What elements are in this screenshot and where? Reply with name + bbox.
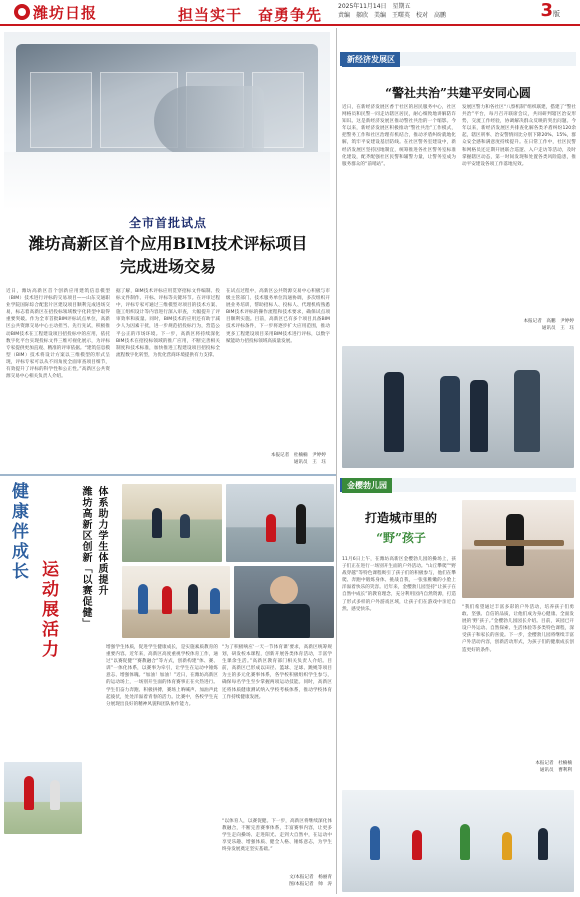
feature-body-col2: “为了积极响应‘一天一节体育课’要求，高新区统筹规划，研发校本课程，创新开展各类体育活动，丰富学生课余生活。”高新区教育部门相关负责人介绍。目前，高新区已形成以田径、篮球、足球、跳绳等项目为主的多元化赛事体系，各学校积极组织学生参与，确保每名学生至少掌握两项运动技能。同时，高新区还将体质健康测试纳入学校考核体系，推动学校体育工作持续健康发展。 [222, 645, 332, 700]
photo-student-portrait [234, 566, 334, 638]
feature-title-sports: 运动展活力 [38, 560, 58, 660]
hero-panel [30, 72, 92, 148]
right-top-byline: 本报记者 高鹏 尹婷婷 通讯员 王 珏 [523, 319, 574, 331]
feature-subtitle-2: 体系助力学生体质提升 [96, 486, 107, 596]
photo-figure [162, 586, 172, 614]
photo-figure [538, 828, 548, 860]
feature-subtitle-1: 潍坊高新区创新「以赛促健」 [80, 486, 91, 629]
hero-hand-graphic [154, 86, 264, 156]
right-bottom-headline-line2: “野”孩子 [376, 531, 426, 545]
photo-figure [258, 604, 310, 638]
photo-figure [412, 830, 422, 860]
logo-emblem-icon [14, 4, 30, 20]
photo-figure [24, 776, 34, 810]
section-tag-economy: 新经济发展区 [342, 52, 400, 67]
photo-figure [460, 824, 470, 860]
photo-figure [188, 584, 198, 614]
page-number-value: 3 [540, 0, 553, 21]
photo-relay-race [122, 566, 230, 638]
photo-figure [514, 370, 540, 452]
photo-figure [384, 372, 404, 452]
photo-figure [440, 376, 460, 452]
photo-face [270, 576, 298, 604]
right-bottom-byline: 本报记者 杜楠楠 通讯员 曹利利 [535, 761, 572, 773]
photo-police-community [342, 346, 574, 468]
right-bottom-body-col1: 11月6日上午，在潍坊高新区金樱勃儿园的操场上，孩子们正在进行一场别开生面的户外活动。“山丘攀爬”“野战穿越”等特色课程吸引了孩子们的积极参与，他们在攀爬、奔跑中锻炼身体、挑战自我，一张张稚嫩的小脸上洋溢着快乐的笑容。近年来，金樱勃儿园坚持“让孩子在自然中成长”的教育理念，充分利用园内自然资源，打造了形式多样的户外游戏区域，让孩子们在游戏中亲近自然、感受快乐。 [342, 557, 456, 612]
lead-headline [0, 232, 336, 278]
lead-headline-line2: 完成进场交易 [119, 257, 216, 276]
photo-basketball-court [226, 484, 334, 562]
feature-body-col1: 增强学生体质，促进学生健康成长，是实施素质教育的重要内容。近年来，高新区高度重视学校体育工作，通过“以赛促健”“赛教融合”等方式，创新构建“体、赛、训”一体化体系，以赛事为牵引，让学生在运动中锤炼意志、增强体魄。“加油！加油！”近日，在潍坊高新区的运动场上，一场别开生面的体育赛事正在火热进行。学生们奋力奔跑、积极拼搏，赛场上呐喊声、加油声此起彼伏，处处洋溢着青春的活力。比赛中，各校学生充分展现出良好的精神风貌和团队协作能力。 [106, 645, 218, 707]
editor-credits: 责编 郝欣 美编 王曙英 校对 高鹏 [338, 12, 447, 19]
section-divider [0, 474, 336, 476]
masthead [0, 0, 580, 26]
photo-figure [138, 584, 148, 614]
photo-figure [180, 514, 190, 538]
right-top-body-col2: 发展区警力和各社区“八察机制”组织联建，搭建了“警社共治”平台，每月召开联席会议，共同研判辖区治安形势，交流工作经验，协调解决群众反映的突出问题。今年以来，新经济发展区共排查化解各类矛盾纠纷120余起，辖区刑事、治安警情同比分别下降20%、15%，群众安全感和满意度持续提升。在日常工作中，社区民警和网格员还定期开展联合巡逻、入户走访等活动，及时掌握辖区动态，第一时间发现和处置各类风险隐患，推动平安建设各项工作落地见效。 [462, 105, 576, 167]
page-slogan: 担当实干 奋勇争先 [178, 6, 323, 24]
photo-kindergarten-activity [342, 790, 574, 892]
photo-figure [152, 508, 162, 538]
section-tag-kindergarten: 金樱勃儿园 [342, 478, 392, 493]
lead-body-col3: 在试点过程中，高新区公共资源交易中心积极与市级主管部门、技术服务单位沟通协调，多次组织开展业务培训，帮助招标人、投标人、代理机构熟悉BIM技术评标的操作流程和技术要求，确保试点项目顺利实施。目前，高新区已有多个项目具备BIM技术评标条件，下一步将逐步扩大应用范围，推动更多工程建设项目采用BIM技术进行评标，以数字赋能助力招投标领域高质量发展。 [226, 289, 330, 344]
issue-date: 2025年11月14日 星期五 [338, 3, 411, 10]
photo-bar [474, 540, 564, 546]
lead-headline-line1: 潍坊高新区首个应用BIM技术评标项目 [28, 234, 308, 253]
photo-figure [470, 380, 488, 452]
lead-body-col1: 近日，潍坊高新区首个创新应用建筑信息模型（BIM）技术进行评标的交易项目——山东交通职业学院国际综合配套片区建设项目顺利完成进场交易，标志着高新区在招投标领域数字化转型中取得重要突破。作为全市首批BIM评标试点单位，高新区公共资源交易中心主动担当、先行先试，积极推动BIM技术在工程建设项目招投标中的应用，依托数字化平台实现投标文件三维可视化展示，为评标专家提供更加直观、精准的评审依据。“建筑信息模型（BIM）技术将设计方案以三维模型的形式呈现，评标专家可以从不同角度全面审查项目细节，有效提升了评标的科学性和公正性。”高新区公共资源交易中心相关负责人介绍。 [6, 289, 110, 380]
photo-figure [50, 780, 60, 810]
photo-kids-climbing [462, 500, 574, 598]
photo-figure [370, 826, 380, 860]
photo-children-exercise [122, 484, 222, 562]
issue-meta [338, 2, 446, 20]
feature-byline: 文/本报记者 杨丽青 图/本报记者 帅 涛 [289, 875, 332, 887]
column-divider [336, 28, 337, 894]
feature-body-col3: “以体育人，以赛促健。下一步，高新区将继续深化体教融合，不断完善赛事体系，丰富赛事内容，让更多学生走向操场、走进阳光、走到大自然中，在运动中享受乐趣、增强体质、健全人格、锤炼意志，为学生终身发展奠定坚实基础。” [222, 819, 332, 853]
newspaper-logo [14, 2, 97, 22]
lead-body-col2: 据了解，BIM技术评标应用贯穿招标文件编制、投标文件制作、开标、评标等关键环节。在评审过程中，评标专家可通过三维模型对项目的技术方案、施工组织设计等内容进行深入审查，大幅提升了评审效率和质量。同时，BIM技术的应用还有助于减少人为因素干扰，进一步规范招投标行为，营造公平公正的市场环境。下一步，高新区将持续深化BIM技术在招投标领域的推广应用，不断完善相关制度和技术标准，加快推进工程建设项目招投标全流程数字化转型，为优化营商环境提供有力支撑。 [116, 289, 220, 358]
page-number-label: 版 [553, 10, 560, 18]
feature-title-health: 健康伴成长 [8, 482, 28, 582]
photo-figure [296, 504, 306, 544]
photo-figure [502, 832, 512, 860]
right-top-headline: “警社共治”共建平安同心圆 [385, 86, 531, 100]
page-number [540, 0, 560, 21]
photo-figure [210, 588, 220, 614]
photo-girls-running [4, 762, 82, 834]
right-bottom-body-col2: “我们希望通过丰富多彩的户外活动，培养孩子们勇敢、坚强、自信的品质，让他们成为身心健康、全面发展的‘野’孩子。”金樱勃儿园园长介绍。目前，该园已开设户外运动、自然探索、生活体验等多类特色课程，深受孩子和家长的喜爱。下一步，金樱勃儿园将继续丰富户外活动内容，创新活动形式，为孩子们的健康成长创造更好的条件。 [462, 605, 574, 653]
right-bottom-headline [346, 508, 456, 548]
lead-byline: 本报记者 杜楠楠 尹婷婷 通讯员 王 珏 [270, 453, 326, 465]
right-top-body-col1: 近日，在新经济发展区香于社区的居民服务中心，社区网格员和民警一同走访辖区居民，耐心细致地讲解防诈知识。这是新经济发展区推动警社共治的一个缩影。今年以来，新经济发展区积极推动“警社共治”工作模式，把警务工作和社区治理有机结合，推动矛盾纠纷就地化解，筑牢平安建设基层防线。在社区警务室建设中，新经济发展区坚持因地制宜，统筹推进各社区警务室标准化建设，配齐配强社区民警和辅警力量，让警务室成为服务群众的“前哨站”。 [342, 105, 456, 167]
lead-hero-image [4, 32, 330, 210]
hero-base [4, 152, 330, 210]
logo-text: 潍坊日报 [33, 3, 98, 22]
lead-kicker: 全市首批试点 [128, 216, 207, 230]
right-bottom-headline-line1: 打造城市里的 [364, 511, 437, 525]
photo-figure [266, 514, 276, 542]
